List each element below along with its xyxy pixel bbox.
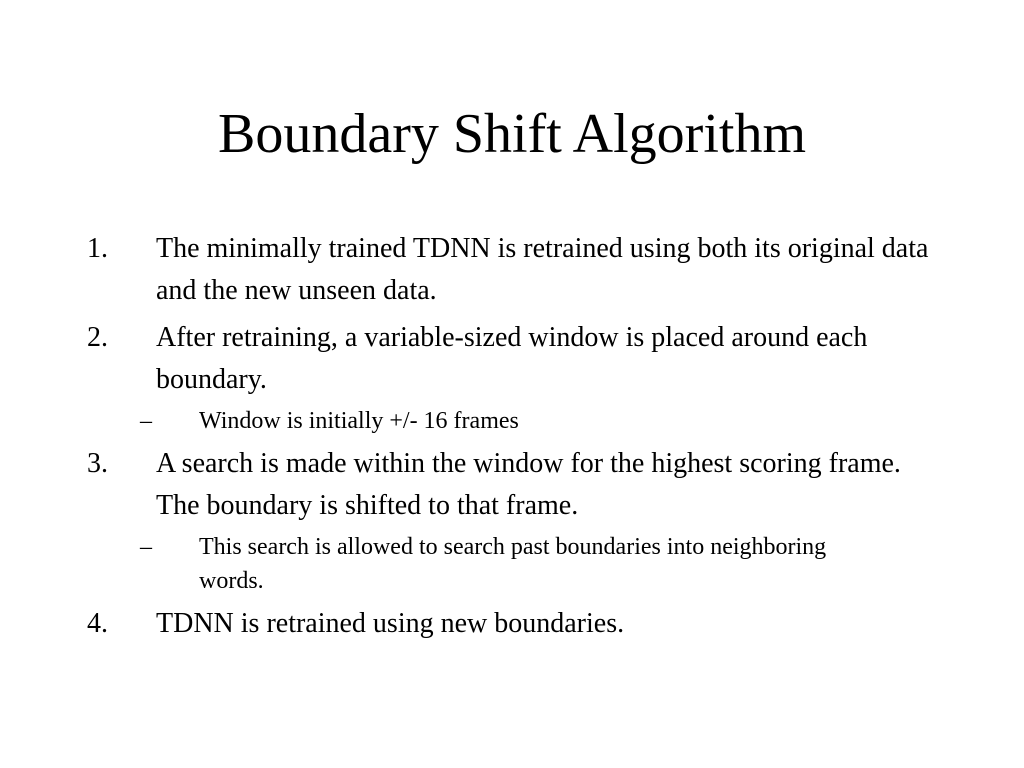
list-item-text: TDNN is retrained using new boundaries. — [156, 608, 625, 639]
list-item-number: 1. — [87, 233, 108, 264]
list-item-text: A search is made within the window for the highest scoring frame. The boundary is shifted to that frame. — [156, 448, 901, 521]
numbered-list — [0, 228, 1024, 645]
sub-item-bullet: – — [140, 534, 152, 560]
list-item-number: 4. — [87, 608, 108, 639]
list-item-number: 2. — [87, 322, 108, 353]
sub-item-text: Window is initially +/- 16 frames — [199, 408, 519, 434]
list-item-2 — [0, 317, 1024, 401]
list-item-1 — [0, 228, 1024, 312]
list-item-text: The minimally trained TDNN is retrained using both its original data and the new unseen data. — [156, 233, 929, 306]
list-item-text: After retraining, a variable-sized window is placed around each boundary. — [156, 322, 868, 395]
list-item-number: 3. — [87, 448, 108, 479]
slide-title: Boundary Shift Algorithm — [218, 103, 806, 165]
list-item-4 — [0, 603, 1024, 645]
sub-item-bullet: – — [140, 408, 152, 434]
sub-item-text: This search is allowed to search past boundaries into neighboring words. — [199, 534, 827, 594]
sub-item-2 — [0, 404, 1024, 438]
list-item-3 — [0, 443, 1024, 527]
sub-item-3 — [0, 530, 1024, 598]
